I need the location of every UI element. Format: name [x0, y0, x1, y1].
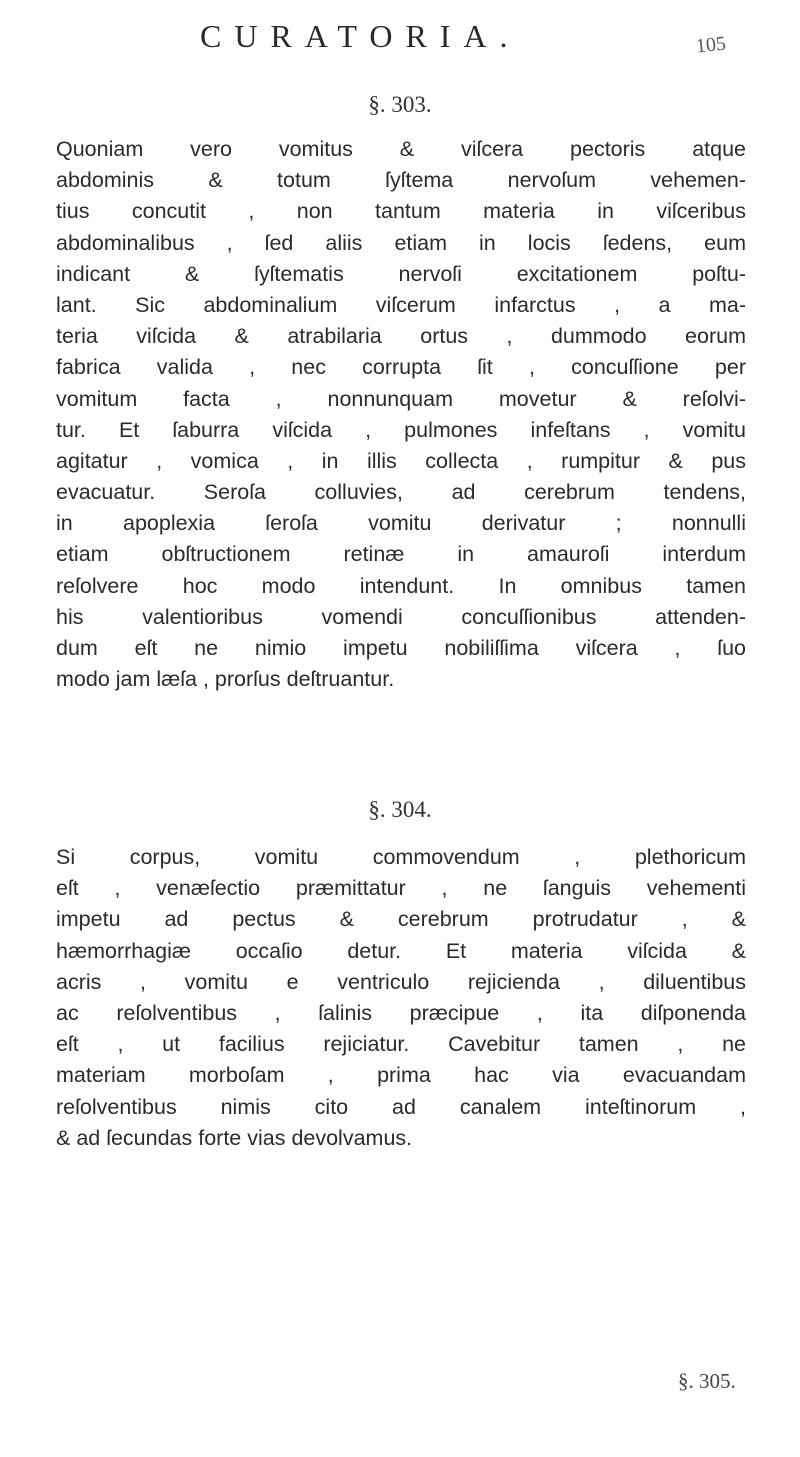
text-line: eſt , ut facilius rejiciatur. Cavebitur tamen , ne	[56, 1032, 746, 1057]
text-line: tur. Et ſaburra viſcida , pulmones infeſtans , vomitu	[56, 417, 746, 442]
text-line: his valentioribus vomendi concuſſionibus attenden-	[56, 604, 746, 629]
text-line: etiam obſtructionem retinæ in amauroſi interdum	[56, 542, 746, 567]
text-line: tius concutit , non tantum materia in viſceribus	[56, 199, 746, 224]
text-line: lant. Sic abdominalium viſcerum infarctus , a ma-	[56, 292, 746, 317]
text-line: ac reſolventibus , ſalinis præcipue , ita diſponenda	[56, 1000, 746, 1025]
text-line: eſt , venæſectio præmittatur , ne ſanguis vehementi	[56, 876, 746, 901]
text-line: & ad ſecundas forte vias devolvamus.	[56, 1125, 413, 1150]
section-heading-303: §. 303.	[368, 92, 432, 117]
catchword: §. 305.	[678, 1369, 736, 1393]
text-line: evacuatur. Seroſa colluvies, ad cerebrum tendens,	[56, 480, 746, 505]
page-number: 105	[694, 32, 728, 58]
text-line: fabrica valida , nec corrupta ſit , concuſſione per	[56, 355, 746, 380]
text-line: in apoplexia ſeroſa vomitu derivatur ; nonnulli	[56, 511, 746, 536]
section-heading-304: §. 304.	[368, 797, 432, 822]
text-line: abdominalibus , ſed aliis etiam in locis ſedens, eum	[56, 230, 746, 255]
text-line: teria viſcida & atrabilaria ortus , dummodo eorum	[56, 324, 746, 349]
text-line: impetu ad pectus & cerebrum protrudatur , &	[56, 907, 746, 932]
text-line: hæmorrhagiæ occaſio detur. Et materia viſcida &	[56, 938, 746, 963]
paragraph-303	[56, 134, 746, 695]
text-line: indicant & ſyſtematis nervoſi excitationem poſtu-	[56, 261, 746, 286]
text-line: Quoniam vero vomitus & viſcera pectoris atque	[56, 137, 746, 161]
text-line: acris , vomitu e ventriculo rejicienda , diluentibus	[56, 969, 746, 994]
text-line: reſolvere hoc modo intendunt. In omnibus tamen	[56, 573, 746, 598]
text-line: reſolventibus nimis cito ad canalem inteſtinorum ,	[56, 1094, 746, 1119]
paragraph-304	[56, 842, 746, 1154]
running-head: CURATORIA.	[200, 18, 521, 54]
text-line: vomitum facta , nonnunquam movetur & reſolvi-	[56, 386, 746, 411]
text-line: abdominis & totum ſyſtema nervoſum vehemen-	[56, 168, 746, 193]
text-line: agitatur , vomica , in illis collecta , rumpitur & pus	[56, 448, 746, 473]
text-line: dum eſt ne nimio impetu nobiliſſima viſcera , ſuo	[56, 636, 746, 660]
text-line: modo jam læſa , prorſus deſtruantur.	[56, 667, 395, 692]
text-line: materiam morboſam , prima hac via evacuandam	[56, 1063, 746, 1088]
text-line: Si corpus, vomitu commovendum , plethoricum	[56, 845, 746, 869]
